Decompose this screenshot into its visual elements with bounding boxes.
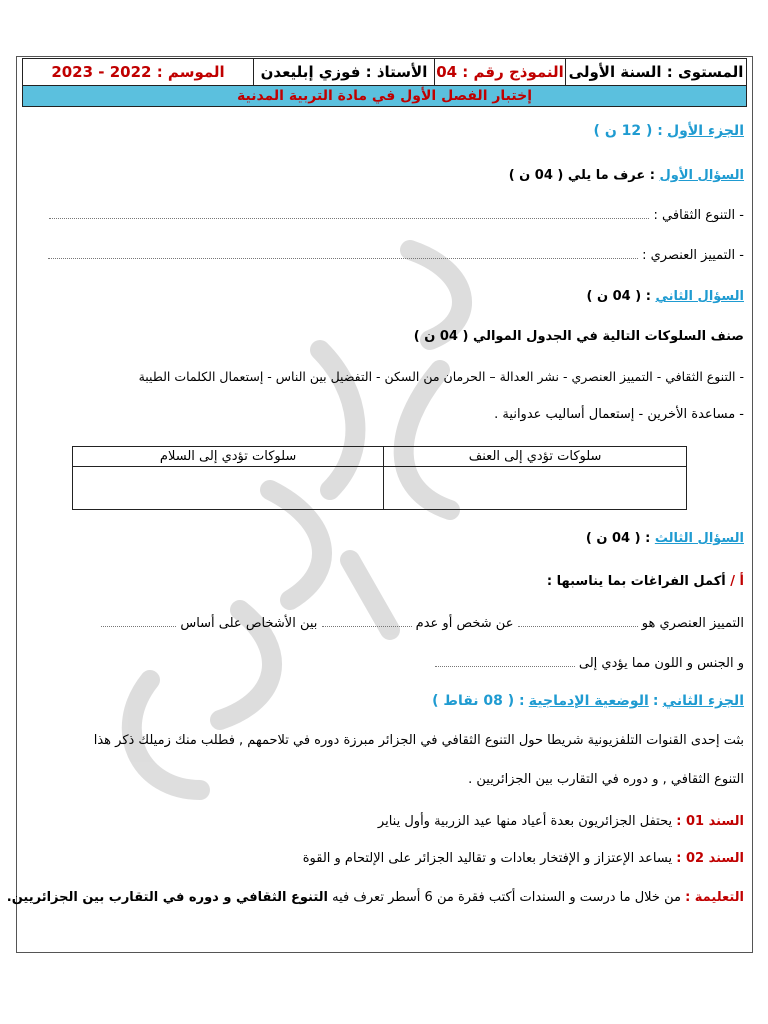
- fill-blank-1[interactable]: [518, 625, 638, 627]
- violence-answer-cell[interactable]: [384, 467, 687, 510]
- classification-table: [72, 446, 687, 510]
- part2-points: : ( 08 نقاط ): [432, 693, 525, 709]
- violence-column-header: سلوكات تؤدي إلى العنف: [384, 447, 687, 467]
- part1-heading: [594, 123, 744, 139]
- q3-fill-line-2: [435, 656, 744, 671]
- answer-line[interactable]: [49, 217, 649, 219]
- q2-heading: [587, 289, 744, 304]
- support-2-text: يساعد الإعتزاز و الإفتخار بعادات و تقاليد الجزائر على الإلتحام و القوة: [302, 851, 673, 866]
- q1-heading: [509, 168, 744, 183]
- part2-title: الوضعية الإدماجية: [528, 693, 649, 709]
- part1-label: الجزء الأول: [667, 123, 744, 139]
- fill-blank-4[interactable]: [435, 665, 575, 667]
- q3-points: : ( 04 ن ): [585, 531, 651, 546]
- support-1: [378, 814, 744, 829]
- model-number-cell: النموذج رقم : 04: [434, 59, 565, 85]
- answer-line[interactable]: [48, 257, 638, 259]
- situation-line-2: التنوع الثقافي , و دوره في التقارب بين الجزائريين .: [468, 772, 744, 787]
- q3-sub-letter: أ /: [730, 574, 744, 589]
- season-cell: الموسم : 2022 - 2023: [51, 63, 225, 81]
- q2-behaviors-line-1: - التنوع الثقافي - التمييز العنصري - نشر العدالة – الحرمان من السكن - التفضيل بين الناس - إستعمال الكلمات الطيبة: [138, 369, 744, 384]
- q3-fill-line-1: [101, 616, 744, 631]
- fill-blank-3[interactable]: [101, 625, 176, 627]
- teacher-cell: الأستاذ : فوزي إبليعدن: [253, 59, 434, 85]
- q3-heading: [586, 531, 744, 546]
- fill-text-a: التمييز العنصري هو: [641, 616, 744, 631]
- instruction-text: من خلال ما درست و السندات أكتب فقرة من 6 أسطر تعرف فيه: [332, 890, 681, 905]
- q3-label: السؤال الثالث: [654, 531, 744, 546]
- q2-points: : ( 04 ن ): [586, 289, 651, 304]
- instruction-label: التعليمة :: [685, 890, 744, 905]
- support-1-label: السند 01 :: [676, 814, 744, 829]
- q2-behaviors-line-2: - مساعدة الأخرين - إستعمال أساليب عدوانية .: [494, 407, 744, 422]
- level-cell: المستوى : السنة الأولى: [565, 59, 746, 85]
- situation-line-1: بثت إحدى القنوات التلفزيونية شريطا حول التنوع الثقافي في الجزائر مبرزة دوره في تلاحمهم , فطلب منك زميلك ذكر هذا: [93, 733, 744, 748]
- q3-sub-text: أكمل الفراغات بما يناسبها :: [546, 574, 726, 589]
- q1-text: : عرف ما يلي ( 04 ن ): [508, 168, 655, 183]
- part2-label: الجزء الثاني: [662, 693, 744, 709]
- fill-text-c: بين الأشخاص على أساس: [180, 616, 318, 631]
- q1-item-1: [49, 208, 744, 223]
- instruction-emphasis: التنوع الثقافي و دوره في التقارب بين الجزائريين.: [6, 890, 329, 905]
- header-table: [22, 58, 747, 86]
- part2-heading: [432, 693, 744, 709]
- task-instruction: [7, 890, 744, 905]
- part1-points: : ( 12 ن ): [593, 123, 663, 139]
- exam-title: إختبار الفصل الأول في مادة التربية المدنية: [22, 85, 747, 107]
- peace-answer-cell[interactable]: [73, 467, 384, 510]
- fill-blank-2[interactable]: [322, 625, 412, 627]
- q1-item-1-label: - التنوع الثقافي :: [653, 208, 744, 223]
- fill-text-b: عن شخص أو عدم: [415, 616, 514, 631]
- support-2: [303, 851, 744, 866]
- q3-subquestion: [547, 574, 744, 589]
- support-1-text: يحتفل الجزائريون بعدة أعياد منها عيد الزربية وأول يناير: [377, 814, 673, 829]
- q1-label: السؤال الأول: [659, 168, 744, 183]
- peace-column-header: سلوكات تؤدي إلى السلام: [73, 447, 384, 467]
- q1-item-2-label: - التمييز العنصري :: [642, 248, 744, 263]
- q2-instruction: صنف السلوكات التالية في الجدول الموالي ( 04 ن ): [413, 329, 744, 344]
- part2-sep: :: [652, 693, 659, 709]
- support-2-label: السند 02 :: [676, 851, 744, 866]
- q2-label: السؤال الثاني: [655, 289, 744, 304]
- q1-item-2: [48, 248, 744, 263]
- fill-text-d: و الجنس و اللون مما يؤدي إلى: [578, 656, 744, 671]
